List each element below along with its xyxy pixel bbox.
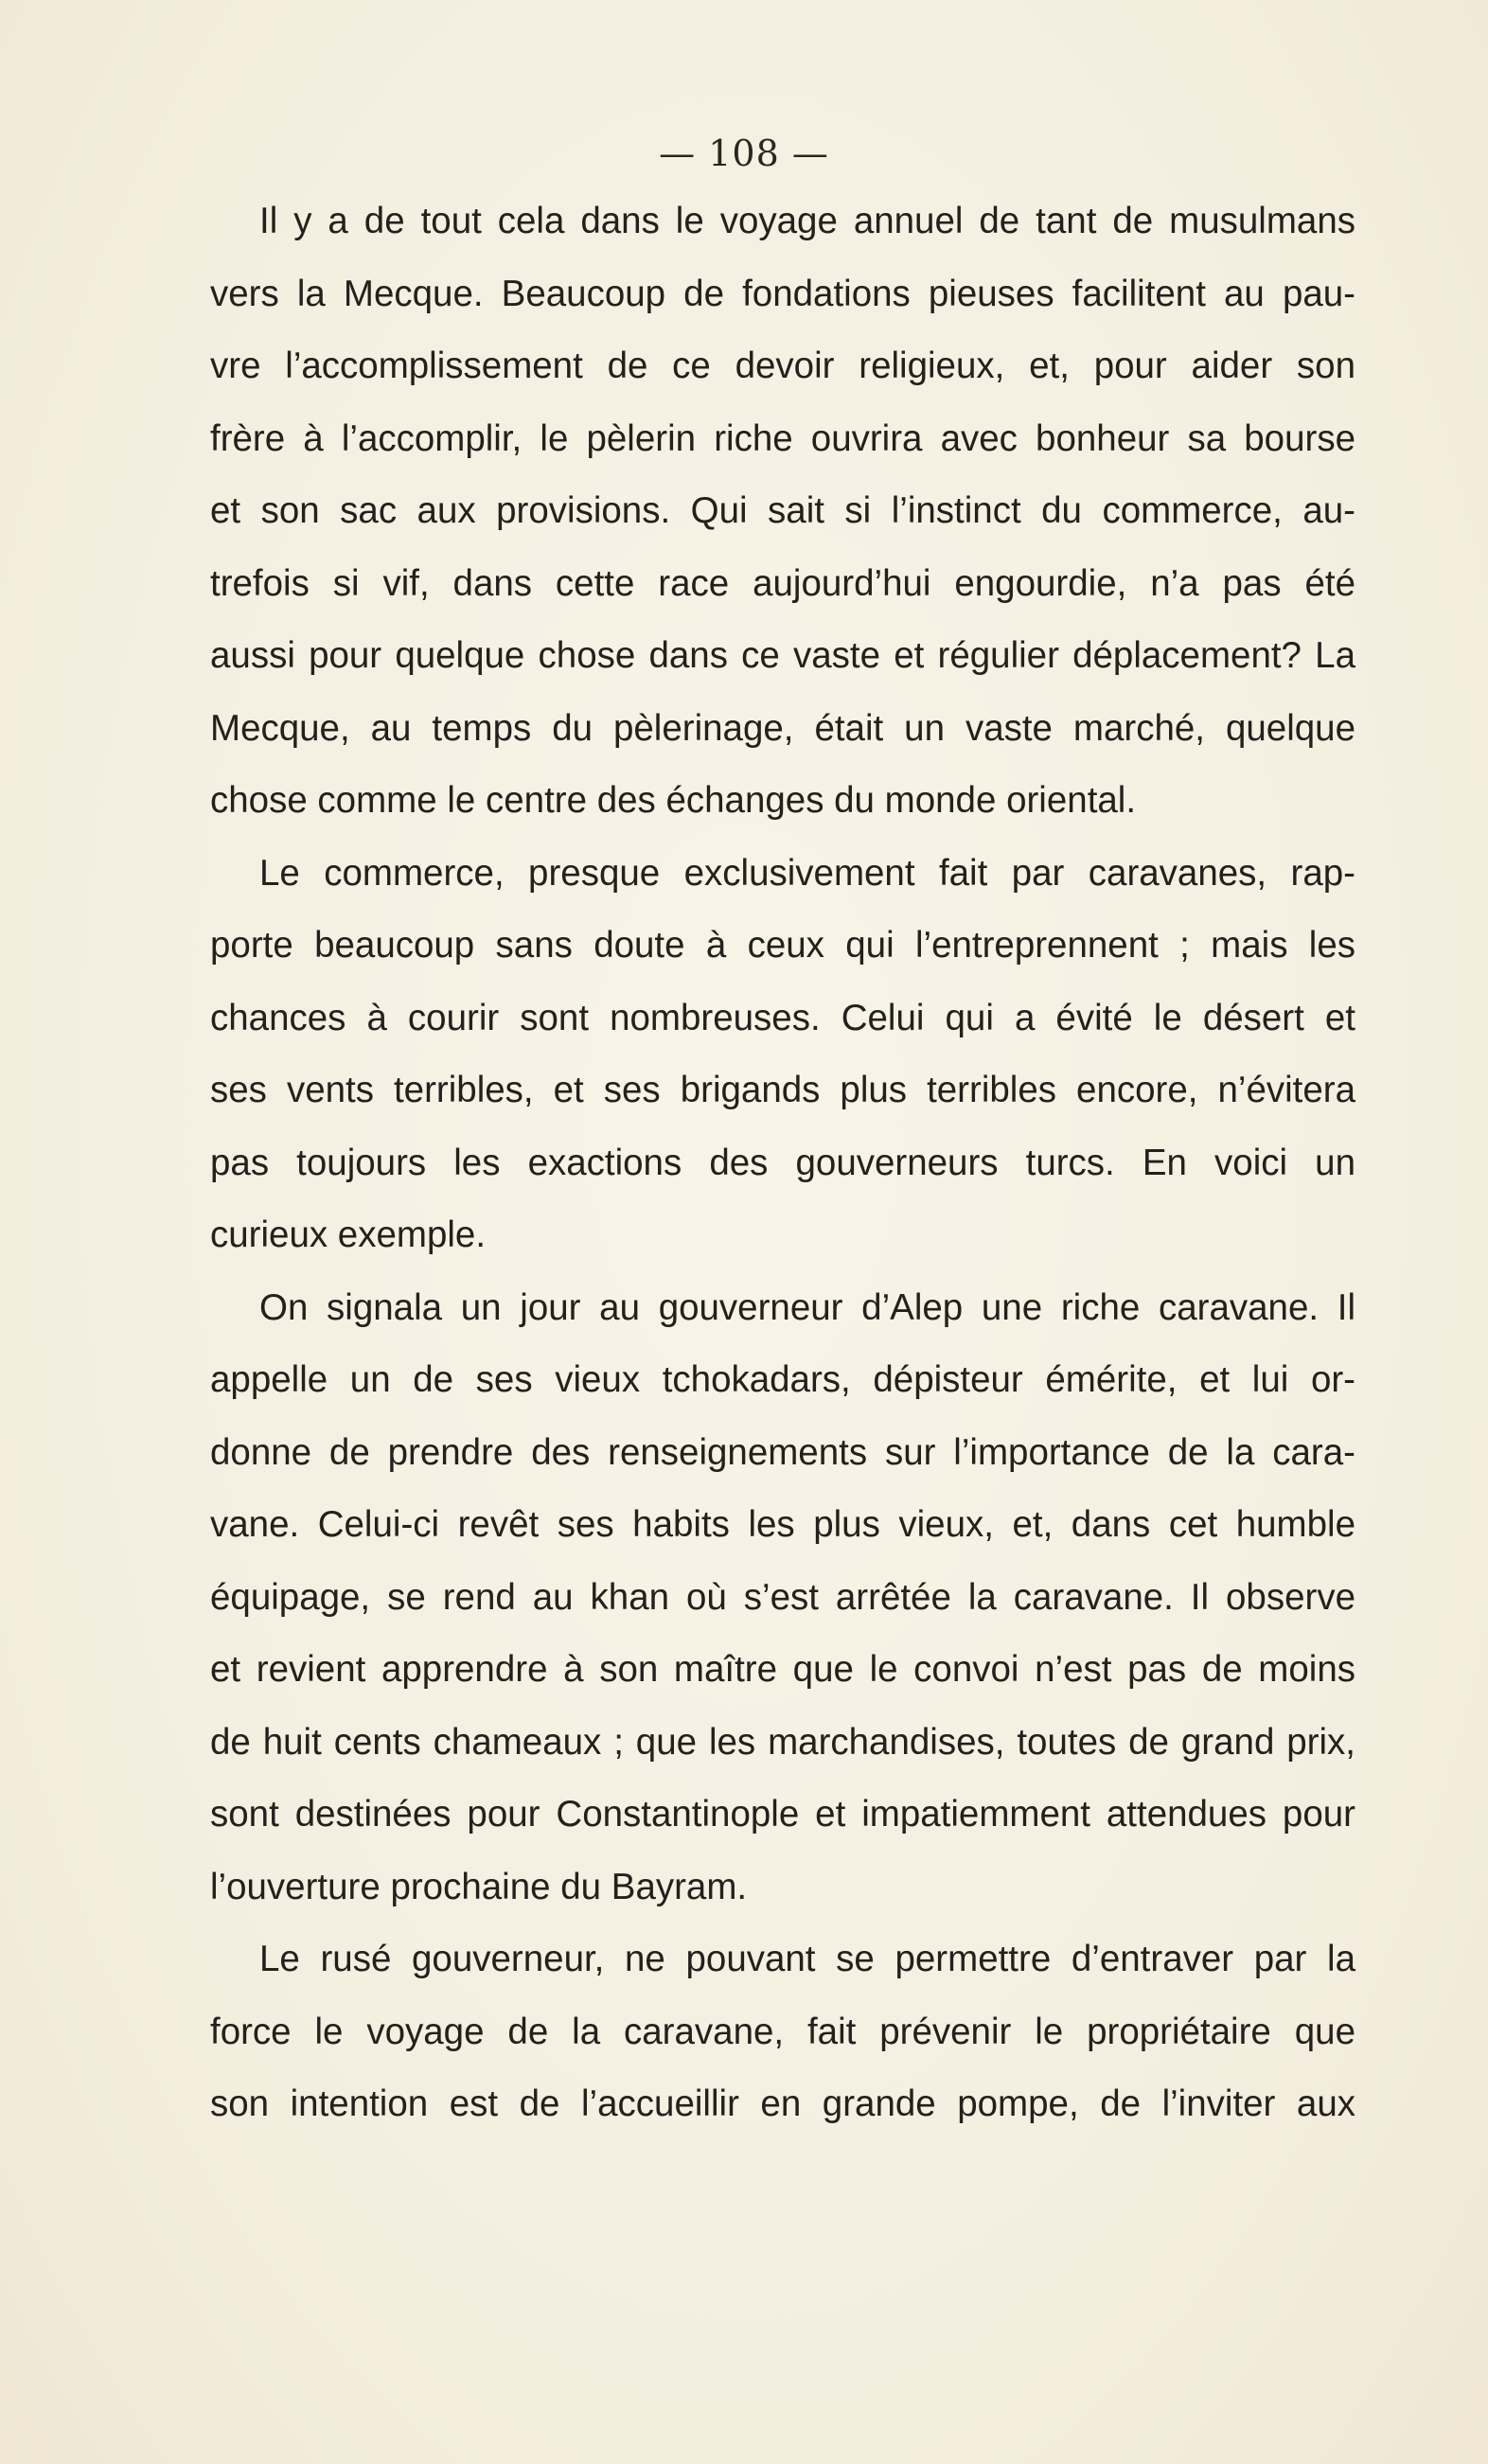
text-line: vane. Celui-ci revêt ses habits les plus vieux, et, dans cet humble xyxy=(210,1504,1355,1545)
text-line: chances à courir sont nombreuses. Celui qui a évité le désert et xyxy=(210,997,1355,1038)
text-line: aussi pour quelque chose dans ce vaste et régulier déplacement? La xyxy=(210,635,1355,676)
text-line: appelle un de ses vieux tchokadars, dépisteur émérite, et lui or- xyxy=(210,1359,1355,1400)
text-line: donne de prendre des renseignements sur l’importance de la cara- xyxy=(210,1431,1355,1473)
text-line: Le commerce, presque exclusivement fait par caravanes, rap- xyxy=(259,852,1355,894)
text-line: On signala un jour au gouverneur d’Alep une riche caravane. Il xyxy=(259,1286,1355,1328)
text-line: sont destinées pour Constantinople et impatiemment attendues pour xyxy=(210,1794,1355,1835)
text-line: Le rusé gouverneur, ne pouvant se permettre d’entraver par la xyxy=(259,1939,1355,1979)
text-line: de huit cents chameaux ; que les marchandises, toutes de grand prix, xyxy=(210,1721,1355,1763)
text-line: vers la Mecque. Beaucoup de fondations pieuses facilitent au pau- xyxy=(210,273,1355,314)
paragraph-1 xyxy=(210,186,1355,838)
text-line: son intention est de l’accueillir en grande pompe, de l’inviter aux xyxy=(210,2083,1355,2124)
text-line: et son sac aux provisions. Qui sait si l’instinct du commerce, au- xyxy=(210,490,1355,531)
text-line: et revient apprendre à son maître que le convoi n’est pas de moins xyxy=(210,1649,1355,1690)
text-line: porte beaucoup sans doute à ceux qui l’entreprennent ; mais les xyxy=(210,925,1355,966)
text-line: pas toujours les exactions des gouverneurs turcs. En voici un xyxy=(210,1142,1355,1183)
paragraph-2 xyxy=(210,838,1355,1272)
text-line: Mecque, au temps du pèlerinage, était un vaste marché, quelque xyxy=(210,707,1355,749)
text-line: Il y a de tout cela dans le voyage annuel de tant de musulmans xyxy=(259,201,1355,241)
text-line: curieux exemple. xyxy=(210,1214,487,1255)
text-line: trefois si vif, dans cette race aujourd’hui engourdie, n’a pas été xyxy=(210,562,1355,604)
text-line: force le voyage de la caravane, fait prévenir le propriétaire que xyxy=(210,2011,1355,2052)
text-line: l’ouverture prochaine du Bayram. xyxy=(210,1866,748,1907)
paragraph-4 xyxy=(210,1923,1355,2141)
text-line: vre l’accomplissement de ce devoir religieux, et, pour aider son xyxy=(210,346,1355,386)
text-line: chose comme le centre des échanges du monde oriental. xyxy=(210,780,1137,821)
text-line: ses vents terribles, et ses brigands plus terribles encore, n’évitera xyxy=(210,1070,1355,1110)
text-line: frère à l’accomplir, le pèlerin riche ouvrira avec bonheur sa bourse xyxy=(210,417,1355,459)
body-text xyxy=(210,186,1355,2141)
text-line: équipage, se rend au khan où s’est arrêtée la caravane. Il observe xyxy=(210,1576,1355,1618)
page-number: — 108 — xyxy=(659,133,829,174)
paragraph-3 xyxy=(210,1272,1355,1924)
